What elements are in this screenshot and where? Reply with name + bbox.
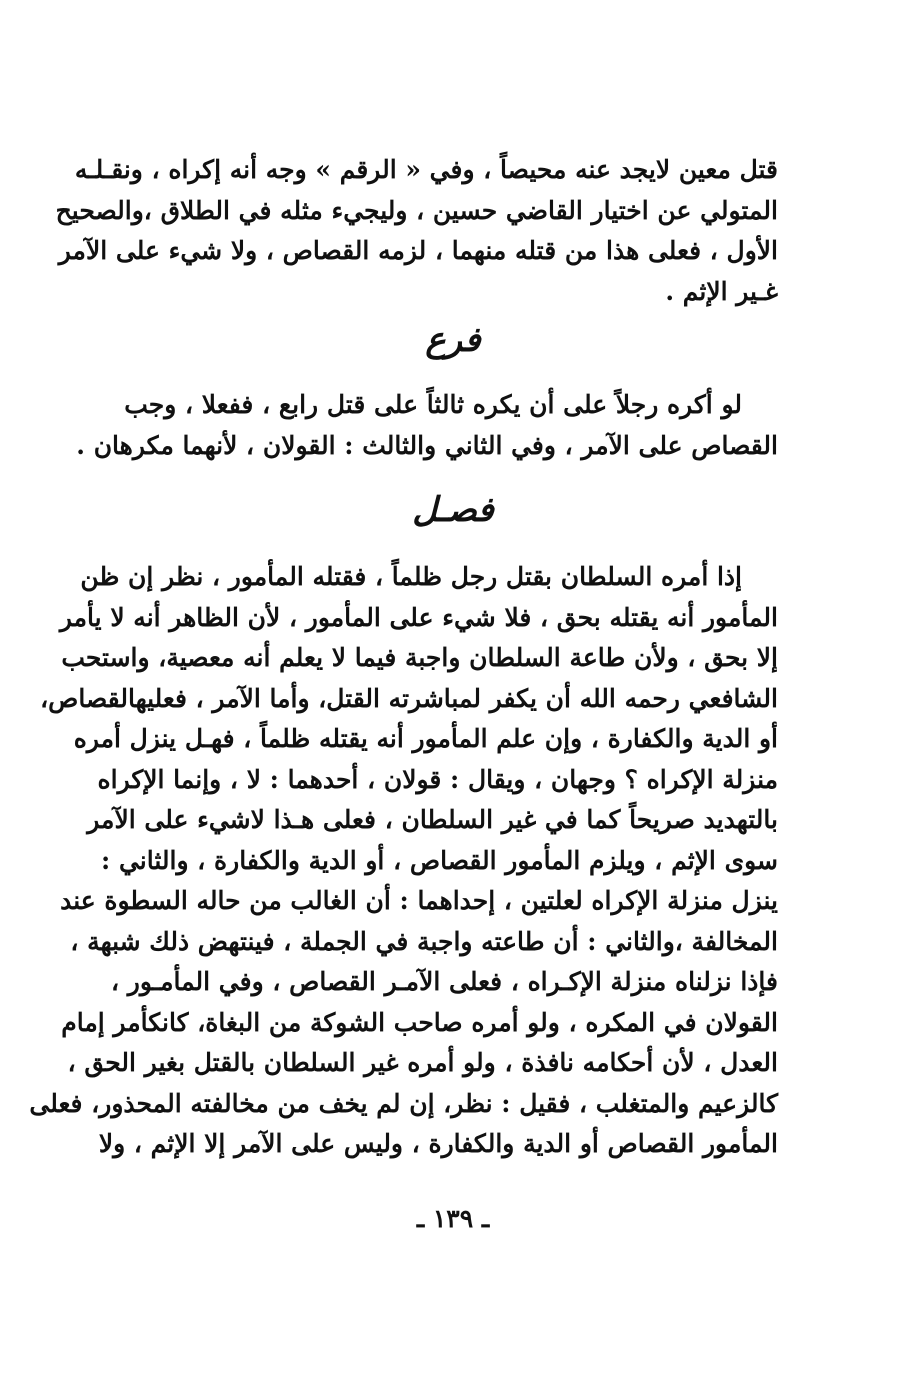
text-line: المتولي عن اختيار القاضي حسين ، وليجيء مثله في الطلاق ،والصحيح (55, 195, 778, 225)
text-line: القصاص على الآمر ، وفي الثاني والثالث : القولان ، لأنهما مكرهان . (76, 430, 778, 460)
text-line: الأول ، فعلى هذا من قتله منهما ، لزمه القصاص ، ولا شيء على الآمر (58, 236, 778, 265)
text-line: المخالفة ،والثاني : أن طاعته واجبة في الجملة ، فينتهض ذلك شبهة ، (70, 926, 778, 956)
text-line: الشافعي رحمه الله أن يكفر لمباشرته القتل، وأما الآمر ، فعليهالقصاص، (40, 683, 778, 713)
text-line: العدل ، لأن أحكامه نافذة ، ولو أمره غير السلطان بالقتل بغير الحق ، (67, 1048, 778, 1077)
page-number: ـ ١٣٩ ـ (416, 1204, 490, 1233)
text-line: إذا أمره السلطان بقتل رجل ظلماً ، فقتله المأمور ، نظر إن ظن (80, 562, 742, 591)
text-line: كالزعيم والمتغلب ، فقيل : نظر، إن لم يخف من مخالفته المحذور، فعلى (29, 1088, 778, 1118)
paragraph-continuation (55, 150, 778, 312)
text-line: سوى الإثم ، ويلزم المأمور القصاص ، أو الدية والكفارة ، والثاني : (101, 845, 778, 875)
text-line: قتل معين لايجد عنه محيصاً ، وفي « الرقم » وجه أنه إكراه ، ونقـلـه (74, 155, 778, 184)
text-line: منزلة الإكراه ؟ وجهان ، ويقال : قولان ، أحدهما : لا ، وإنما الإكراه (97, 764, 778, 794)
text-line: ينزل منزلة الإكراه لعلتين ، إحداهما : أن الغالب من حاله السطوة عند (60, 886, 778, 915)
text-line: بالتهديد صريحاً كما في غير السلطان ، فعلى هـذا لاشيء على الآمر (87, 805, 778, 834)
text-line: فإذا نزلناه منزلة الإكـراه ، فعلى الآمـر القصاص ، وفي المأمـور ، (110, 967, 778, 996)
text-line: لو أكره رجلاً على أن يكره ثالثاً على قتل رابع ، ففعلا ، وجب (124, 390, 742, 419)
text-line: المأمور القصاص أو الدية والكفارة ، وليس على الآمر إلا الإثم ، ولا (98, 1129, 778, 1158)
text-line: أو الدية والكفارة ، وإن علم المأمور أنه يقتله ظلماً ، فهـل ينزل أمره (73, 724, 778, 753)
text-line: إلا بحق ، ولأن طاعة السلطان واجبة فيما لا يعلم أنه معصية، واستحب (61, 643, 778, 672)
paragraph-far (76, 385, 778, 466)
text-line: القولان في المكره ، ولو أمره صاحب الشوكة من البغاة، كانكأمر إمام (61, 1007, 778, 1037)
section-heading-fasl: فصـل (412, 490, 494, 530)
paragraph-fasl (29, 557, 778, 1165)
text-line: غـير الإثم . (665, 276, 778, 306)
text-line: المأمور أنه يقتله بحق ، فلا شيء على المأمور ، لأن الظاهر أنه لا يأمر (59, 602, 778, 632)
section-heading-far: فرع (425, 320, 481, 360)
